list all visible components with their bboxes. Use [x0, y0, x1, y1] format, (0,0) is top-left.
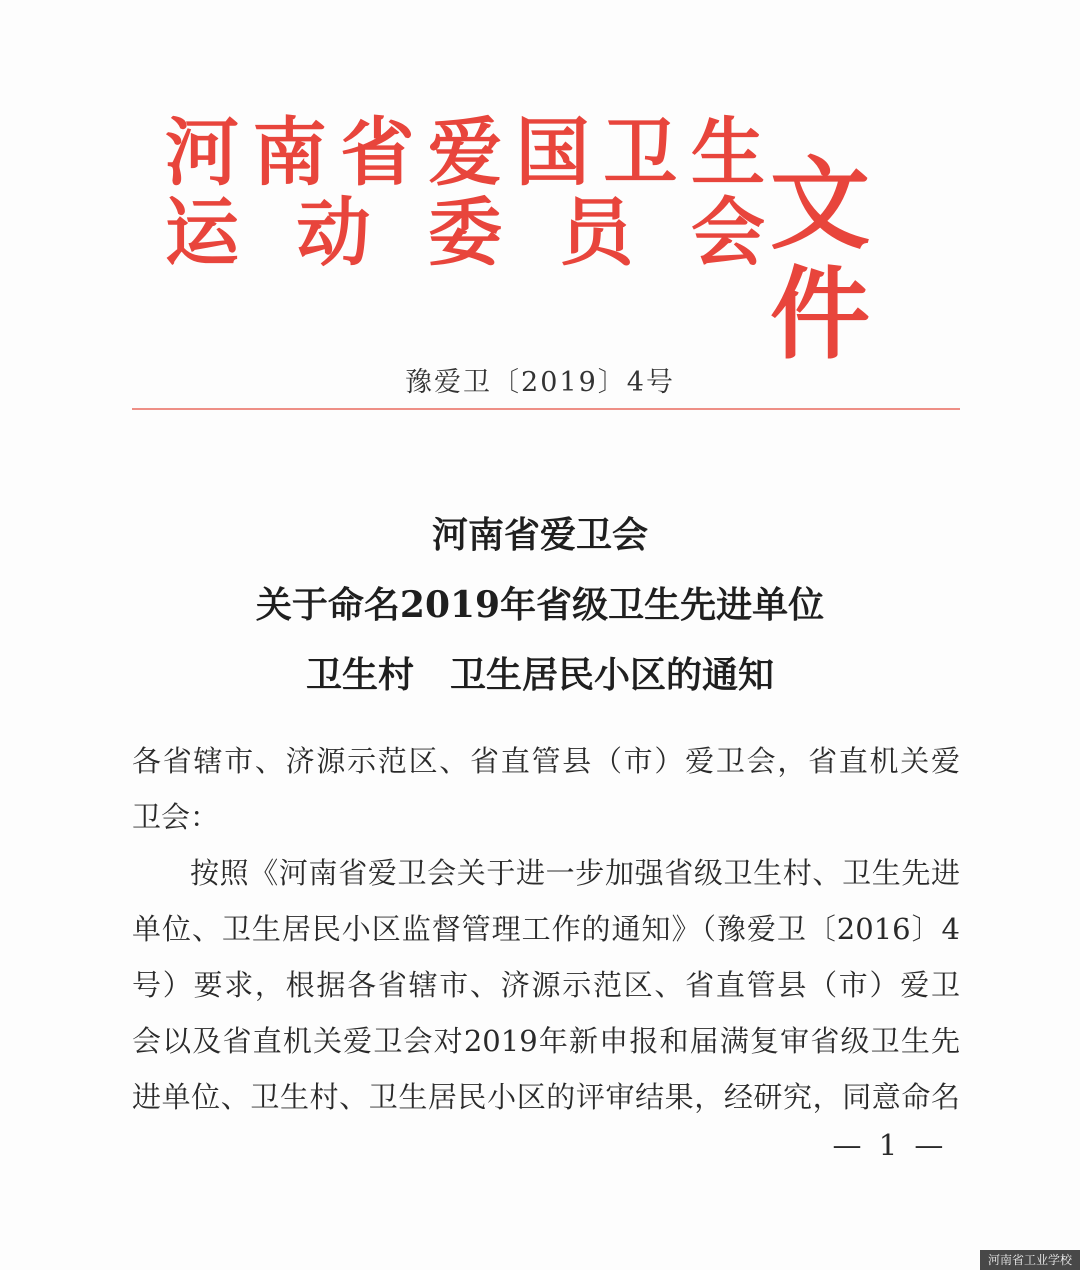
- masthead-document-label: 文件: [770, 146, 868, 373]
- masthead-char: 省: [340, 110, 415, 196]
- masthead-char: 委: [428, 190, 502, 276]
- document-body: [132, 733, 960, 1125]
- masthead-char: 爱: [427, 110, 502, 196]
- title-line-1: 河南省爱卫会: [431, 514, 648, 556]
- document-number: 豫爱卫〔2019〕4号: [405, 367, 675, 398]
- masthead-char: 员: [559, 190, 634, 276]
- body-line-paragraph-start: 按照《河南省爱卫会关于进一步加强省级卫生村、卫生先进: [190, 856, 960, 890]
- masthead-char: 动: [296, 190, 371, 276]
- masthead-org-line-1: [165, 110, 765, 196]
- masthead-char: 卫: [603, 110, 678, 196]
- masthead-org-line-2: [165, 190, 765, 276]
- body-line: 号）要求，根据各省辖市、济源示范区、省直管县（市）爱卫: [132, 968, 960, 1002]
- masthead-char: 会: [691, 190, 765, 276]
- body-line-addressee: 各省辖市、济源示范区、省直管县（市）爱卫会，省直机关爱: [132, 744, 960, 778]
- title-line-3: 卫生村 卫生居民小区的通知: [305, 654, 774, 696]
- document-title: [0, 500, 1080, 710]
- masthead-char: 生: [690, 110, 765, 196]
- red-divider-line: [132, 408, 960, 410]
- masthead-char: 国: [515, 110, 590, 196]
- body-line-addressee-end: 卫会：: [132, 800, 220, 834]
- source-watermark: 河南省工业学校: [980, 1250, 1080, 1270]
- title-line-2: 关于命名2019年省级卫生先进单位: [255, 584, 825, 626]
- page-number: — 1 —: [832, 1128, 948, 1162]
- red-masthead: [165, 108, 955, 373]
- masthead-char: 河: [165, 110, 239, 196]
- body-line: 会以及省直机关爱卫会对2019年新申报和届满复审省级卫生先: [132, 1024, 960, 1058]
- body-line: 进单位、卫生村、卫生居民小区的评审结果，经研究，同意命名: [132, 1080, 960, 1114]
- body-line: 单位、卫生居民小区监督管理工作的通知》（豫爱卫〔2016〕4: [132, 912, 960, 946]
- masthead-char: 运: [165, 190, 239, 276]
- masthead-char: 南: [252, 110, 327, 196]
